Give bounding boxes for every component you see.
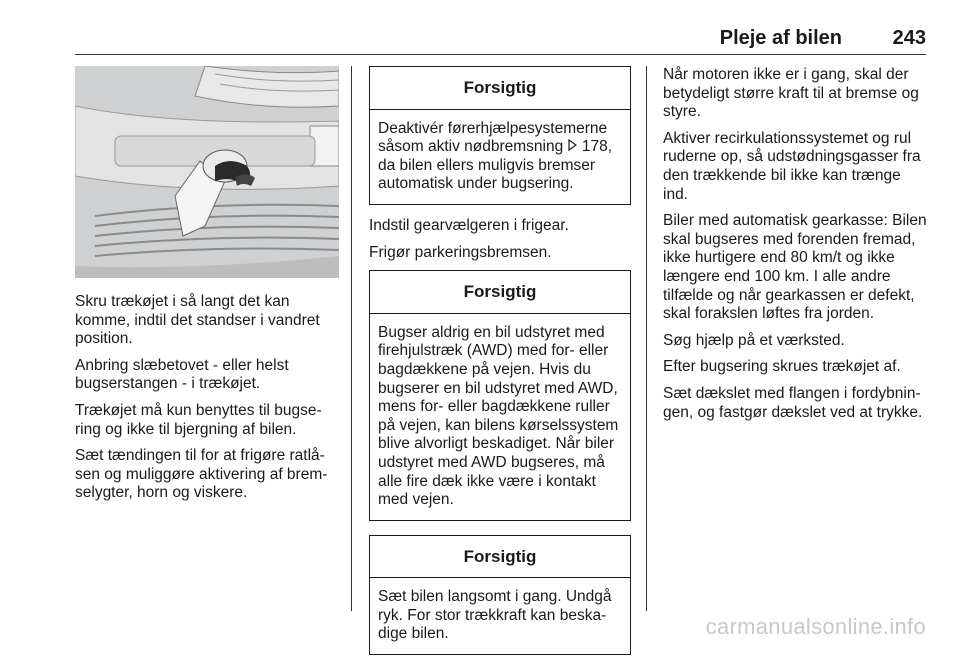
column-3	[663, 66, 929, 430]
paragraph: Efter bugsering skrues trækøjet af.	[663, 358, 901, 376]
caution-text-part: Deaktivér førerhjælpesystemerne såsom aktiv nødbremsning	[378, 119, 608, 156]
paragraph: Søg hjælp på et værksted.	[663, 331, 845, 349]
caution-text: Bugser aldrig en bil udstyret med firehjulstræk (AWD) med for- eller bagdækkene på vejen. Hvis du bugserer en bil udstyret med AWD, mens for- eller bagdækkene ruller på vejen, kan bilens kørselssystem blive alvorligt beskadiget. Når biler udstyret med AWD bugseres, må alle fire dæk ikke være i kontakt med vejen.	[378, 323, 619, 509]
caution-text: Sæt bilen langsomt i gang. Undgå ryk. For stor trækkraft kan beskadige bilen.	[378, 588, 612, 643]
tow-eye-drawing	[75, 66, 339, 278]
caution-title: Forsigtig	[370, 271, 630, 314]
caution-box	[369, 270, 631, 521]
paragraph: Aktiver recirkulationssystemet og rul ruderne op, så udstødningsgasser fra den trækkende bil ikke kan trænge ind.	[663, 129, 921, 203]
caution-text	[370, 110, 630, 204]
paragraph: Frigør parkeringsbremsen.	[369, 243, 552, 261]
column-divider-right	[646, 66, 647, 611]
paragraph: Trækøjet må kun benyttes til bugsering og ikke til bjergning af bilen.	[75, 401, 322, 438]
caution-title: Forsigtig	[370, 67, 630, 110]
caution-box	[369, 535, 631, 655]
column-2	[369, 66, 631, 669]
caution-box	[369, 66, 631, 205]
section-title: Pleje af bilen	[719, 27, 842, 49]
paragraph: Anbring slæbetovet - eller helst bugserstangen - i trækøjet.	[75, 356, 289, 393]
paragraph: Indstil gearvælgeren i frigear.	[369, 216, 569, 234]
page-number: 243	[892, 27, 926, 49]
paragraph: Sæt tændingen til for at frigøre ratlåsen og muliggøre aktivering af bremselygter, horn og viskere.	[75, 447, 328, 502]
column-divider-left	[351, 66, 352, 611]
paragraph: Når motoren ikke er i gang, skal der betydeligt større kraft til at bremse og styre.	[663, 66, 919, 121]
watermark-text: carmanualsonline.info	[705, 614, 926, 639]
paragraph: Biler med automatisk gearkasse: Bilen skal bugseres med forenden fremad, ikke hurtigere end 80 km/t og ikke længere end 100 km. I alle andre tilfælde og når gearkassen er defekt, skal forakslen løftes fra jorden.	[663, 212, 927, 323]
caution-text-part: 178, da bilen ellers muligvis bremser automatisk under bugsering.	[378, 138, 613, 193]
car-front-tow-eye-illustration	[75, 66, 339, 278]
column-1	[75, 293, 341, 511]
caution-title: Forsigtig	[370, 536, 630, 579]
paragraph: Sæt dækslet med flangen i fordybningen, og fastgør dækslet ved at trykke.	[663, 384, 923, 421]
header-divider	[75, 54, 926, 55]
page-reference-arrow-icon	[568, 138, 578, 157]
paragraph: Skru trækøjet i så langt det kan komme, indtil det standser i vandret position.	[75, 293, 320, 348]
